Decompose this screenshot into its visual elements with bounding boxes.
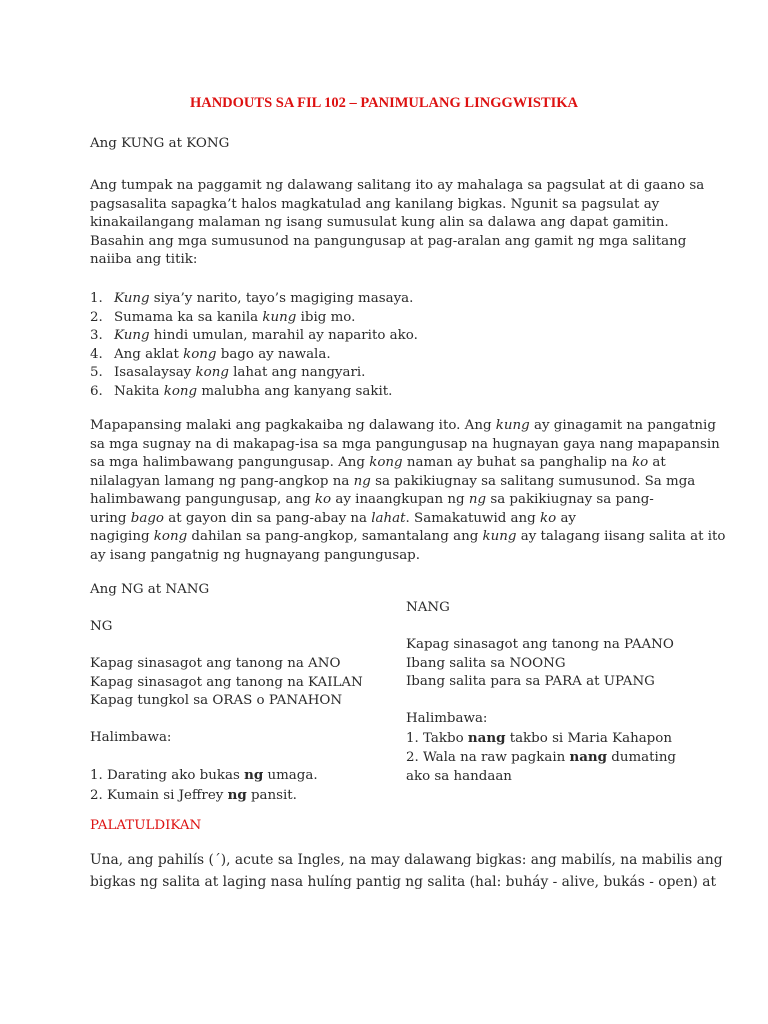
section-heading-ng-nang: Ang NG at NANG [90, 582, 210, 597]
example-sentence-list [90, 290, 418, 401]
explanation-paragraph [90, 417, 725, 565]
ng-example: 2. Kumain si Jeffrey ng pansit. [90, 786, 297, 803]
ng-column [90, 618, 363, 805]
explanation-line: uring bago at gayon din sa pang-abay na lahat. Samakatuwid ang ko ay [90, 510, 576, 526]
explanation-line: sa mga sugnay na di makapag-isa sa mga pangungusap na hugnayan gaya nang mapapansin [90, 436, 720, 452]
section-heading-kung-kong: Ang KUNG at KONG [90, 136, 230, 151]
intro-line: Ang tumpak na paggamit ng dalawang salitang ito ay mahalaga sa pagsulat at di gaano sa [90, 178, 705, 193]
example-sentence: 3. Kung hindi umulan, marahil ay naparito ako. [90, 328, 418, 343]
example-sentence: 5. Isasalaysay kong lahat ang nangyari. [90, 365, 366, 380]
ng-example: 1. Darating ako bukas ng umaga. [90, 767, 318, 783]
nang-rule: Kapag sinasagot ang tanong na PAANO [406, 637, 674, 652]
ng-rule: Kapag tungkol sa ORAS o PANAHON [90, 693, 343, 708]
ng-heading: NG [90, 619, 113, 634]
nang-example: 2. Wala na raw pagkain nang dumating [406, 749, 677, 765]
nang-example-label: Halimbawa: [406, 711, 488, 726]
intro-line: kinakailangang malaman ng isang sumusulat kung alin sa dalawa ang dapat gamitin. [90, 215, 669, 230]
example-sentence: 6. Nakita kong malubha ang kanyang sakit. [90, 383, 393, 399]
nang-column [406, 599, 676, 786]
intro-line: Basahin ang mga sumusunod na pangungusap at pag-aralan ang gamit ng mga salitang [90, 233, 687, 249]
nang-example-continuation: ako sa handaan [406, 768, 512, 784]
intro-paragraph [90, 177, 704, 270]
explanation-line: halimbawang pangungusap, ang ko ay inaangkupan ng ng sa pakikiugnay sa pang- [90, 492, 654, 507]
explanation-line: nilalagyan lamang ng pang-angkop na ng sa pakikiugnay sa salitang sumusunod. Sa mga [90, 473, 696, 489]
nang-example: 1. Takbo nang takbo si Maria Kahapon [406, 729, 672, 746]
ng-example-label: Halimbawa: [90, 730, 172, 745]
example-sentence: 2. Sumama ka sa kanila kung ibig mo. [90, 309, 356, 325]
explanation-line: ay isang pangatnig ng hugnayang pangungusap. [90, 547, 421, 563]
palatuldikan-line: bigkas ng salita at laging nasa hulíng pantig ng salita (hal: buháy - alive, bukás - open) at [90, 874, 716, 890]
explanation-line: sa mga halimbawang pangungusap. Ang kong naman ay buhat sa panghalip na ko at [90, 455, 666, 470]
ng-rule: Kapag sinasagot ang tanong na KAILAN [90, 674, 363, 690]
palatuldikan-paragraph [90, 849, 723, 893]
example-sentence: 4. Ang aklat kong bago ay nawala. [90, 346, 331, 362]
example-sentence: 1. Kung siya’y narito, tayo’s magiging masaya. [90, 291, 414, 306]
ng-rule: Kapag sinasagot ang tanong na ANO [90, 656, 341, 671]
nang-rule: Ibang salita para sa PARA at UPANG [406, 674, 655, 689]
nang-rule: Ibang salita sa NOONG [406, 655, 566, 671]
intro-line: pagsasalita sapagka’t halos magkatulad ang kanilang bigkas. Ngunit sa pagsulat ay [90, 196, 660, 212]
nang-heading: NANG [406, 600, 450, 615]
document-title: HANDOUTS SA FIL 102 – PANIMULANG LINGGWISTIKA [189, 95, 579, 111]
explanation-line: Mapapansing malaki ang pagkakaiba ng dalawang ito. Ang kung ay ginagamit na pangatnig [90, 418, 716, 433]
palatuldikan-line: Una, ang pahilís (´), acute sa Ingles, na may dalawang bigkas: ang mabilís, na mabilis ang [90, 852, 723, 868]
intro-line: naiiba ang titik: [90, 252, 198, 267]
explanation-line: nagiging kong dahilan sa pang-angkop, samantalang ang kung ay talagang iisang salita at ito [90, 529, 726, 544]
section-heading-palatuldikan: PALATULDIKAN [90, 818, 202, 833]
